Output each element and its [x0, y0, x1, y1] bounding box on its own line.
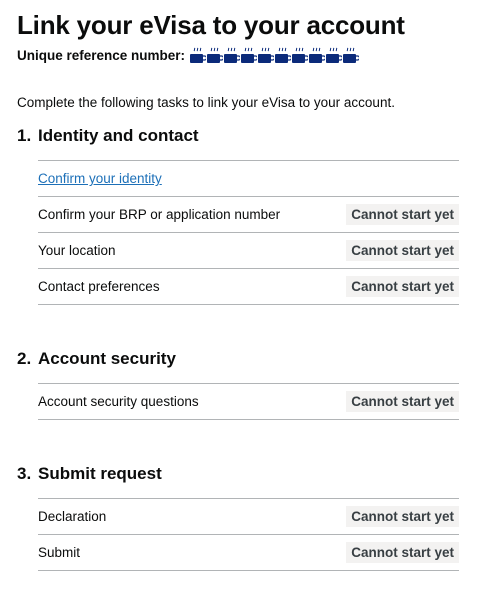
- section-heading: [17, 463, 472, 485]
- coffee-cup-icon: [325, 46, 342, 64]
- task-list: [38, 498, 459, 571]
- section-number: 3.: [17, 464, 32, 483]
- task-list: [38, 383, 459, 420]
- section-account-security: [17, 348, 472, 420]
- status-tag: Cannot start yet: [346, 542, 459, 563]
- task-submit: [38, 535, 459, 571]
- reference-row: [17, 46, 472, 64]
- coffee-cup-icon: [240, 46, 257, 64]
- task-name: Account security questions: [38, 394, 199, 409]
- coffee-cup-icon: [308, 46, 325, 64]
- task-name: Your location: [38, 243, 116, 258]
- section-number: 2.: [17, 349, 32, 368]
- status-tag: Cannot start yet: [346, 204, 459, 225]
- task-name: Confirm your BRP or application number: [38, 207, 281, 222]
- page-title: Link your eVisa to your account: [17, 10, 405, 40]
- status-tag: Cannot start yet: [346, 506, 459, 527]
- coffee-cup-icon: [223, 46, 240, 64]
- status-tag: Cannot start yet: [346, 276, 459, 297]
- task-list: [38, 160, 459, 305]
- status-tag: Cannot start yet: [346, 391, 459, 412]
- task-confirm-identity: [38, 161, 459, 197]
- task-name: Declaration: [38, 509, 107, 524]
- status-tag: Cannot start yet: [346, 240, 459, 261]
- coffee-cup-icon: [291, 46, 308, 64]
- section-heading: [17, 125, 472, 147]
- coffee-cup-icon: [342, 46, 359, 64]
- task-your-location: [38, 233, 459, 269]
- coffee-cup-icon: [274, 46, 291, 64]
- coffee-cup-icon: [189, 46, 206, 64]
- intro-text: Complete the following tasks to link your eVisa to your account.: [17, 95, 395, 110]
- reference-label: Unique reference number:: [17, 47, 186, 63]
- section-title: Identity and contact: [38, 126, 199, 145]
- section-heading: [17, 348, 472, 370]
- section-identity-and-contact: [17, 125, 472, 305]
- coffee-cup-icon: [257, 46, 274, 64]
- task-contact-preferences: [38, 269, 459, 305]
- section-submit-request: [17, 463, 472, 571]
- task-name: Contact preferences: [38, 279, 160, 294]
- section-title: Submit request: [38, 464, 162, 483]
- confirm-identity-link[interactable]: Confirm your identity: [38, 171, 162, 186]
- section-number: 1.: [17, 126, 32, 145]
- task-security-questions: [38, 384, 459, 420]
- task-name: Submit: [38, 545, 81, 560]
- task-declaration: [38, 499, 459, 535]
- coffee-cup-icon: [206, 46, 223, 64]
- section-title: Account security: [38, 349, 176, 368]
- reference-number-redacted: [189, 46, 359, 64]
- task-confirm-brp: [38, 197, 459, 233]
